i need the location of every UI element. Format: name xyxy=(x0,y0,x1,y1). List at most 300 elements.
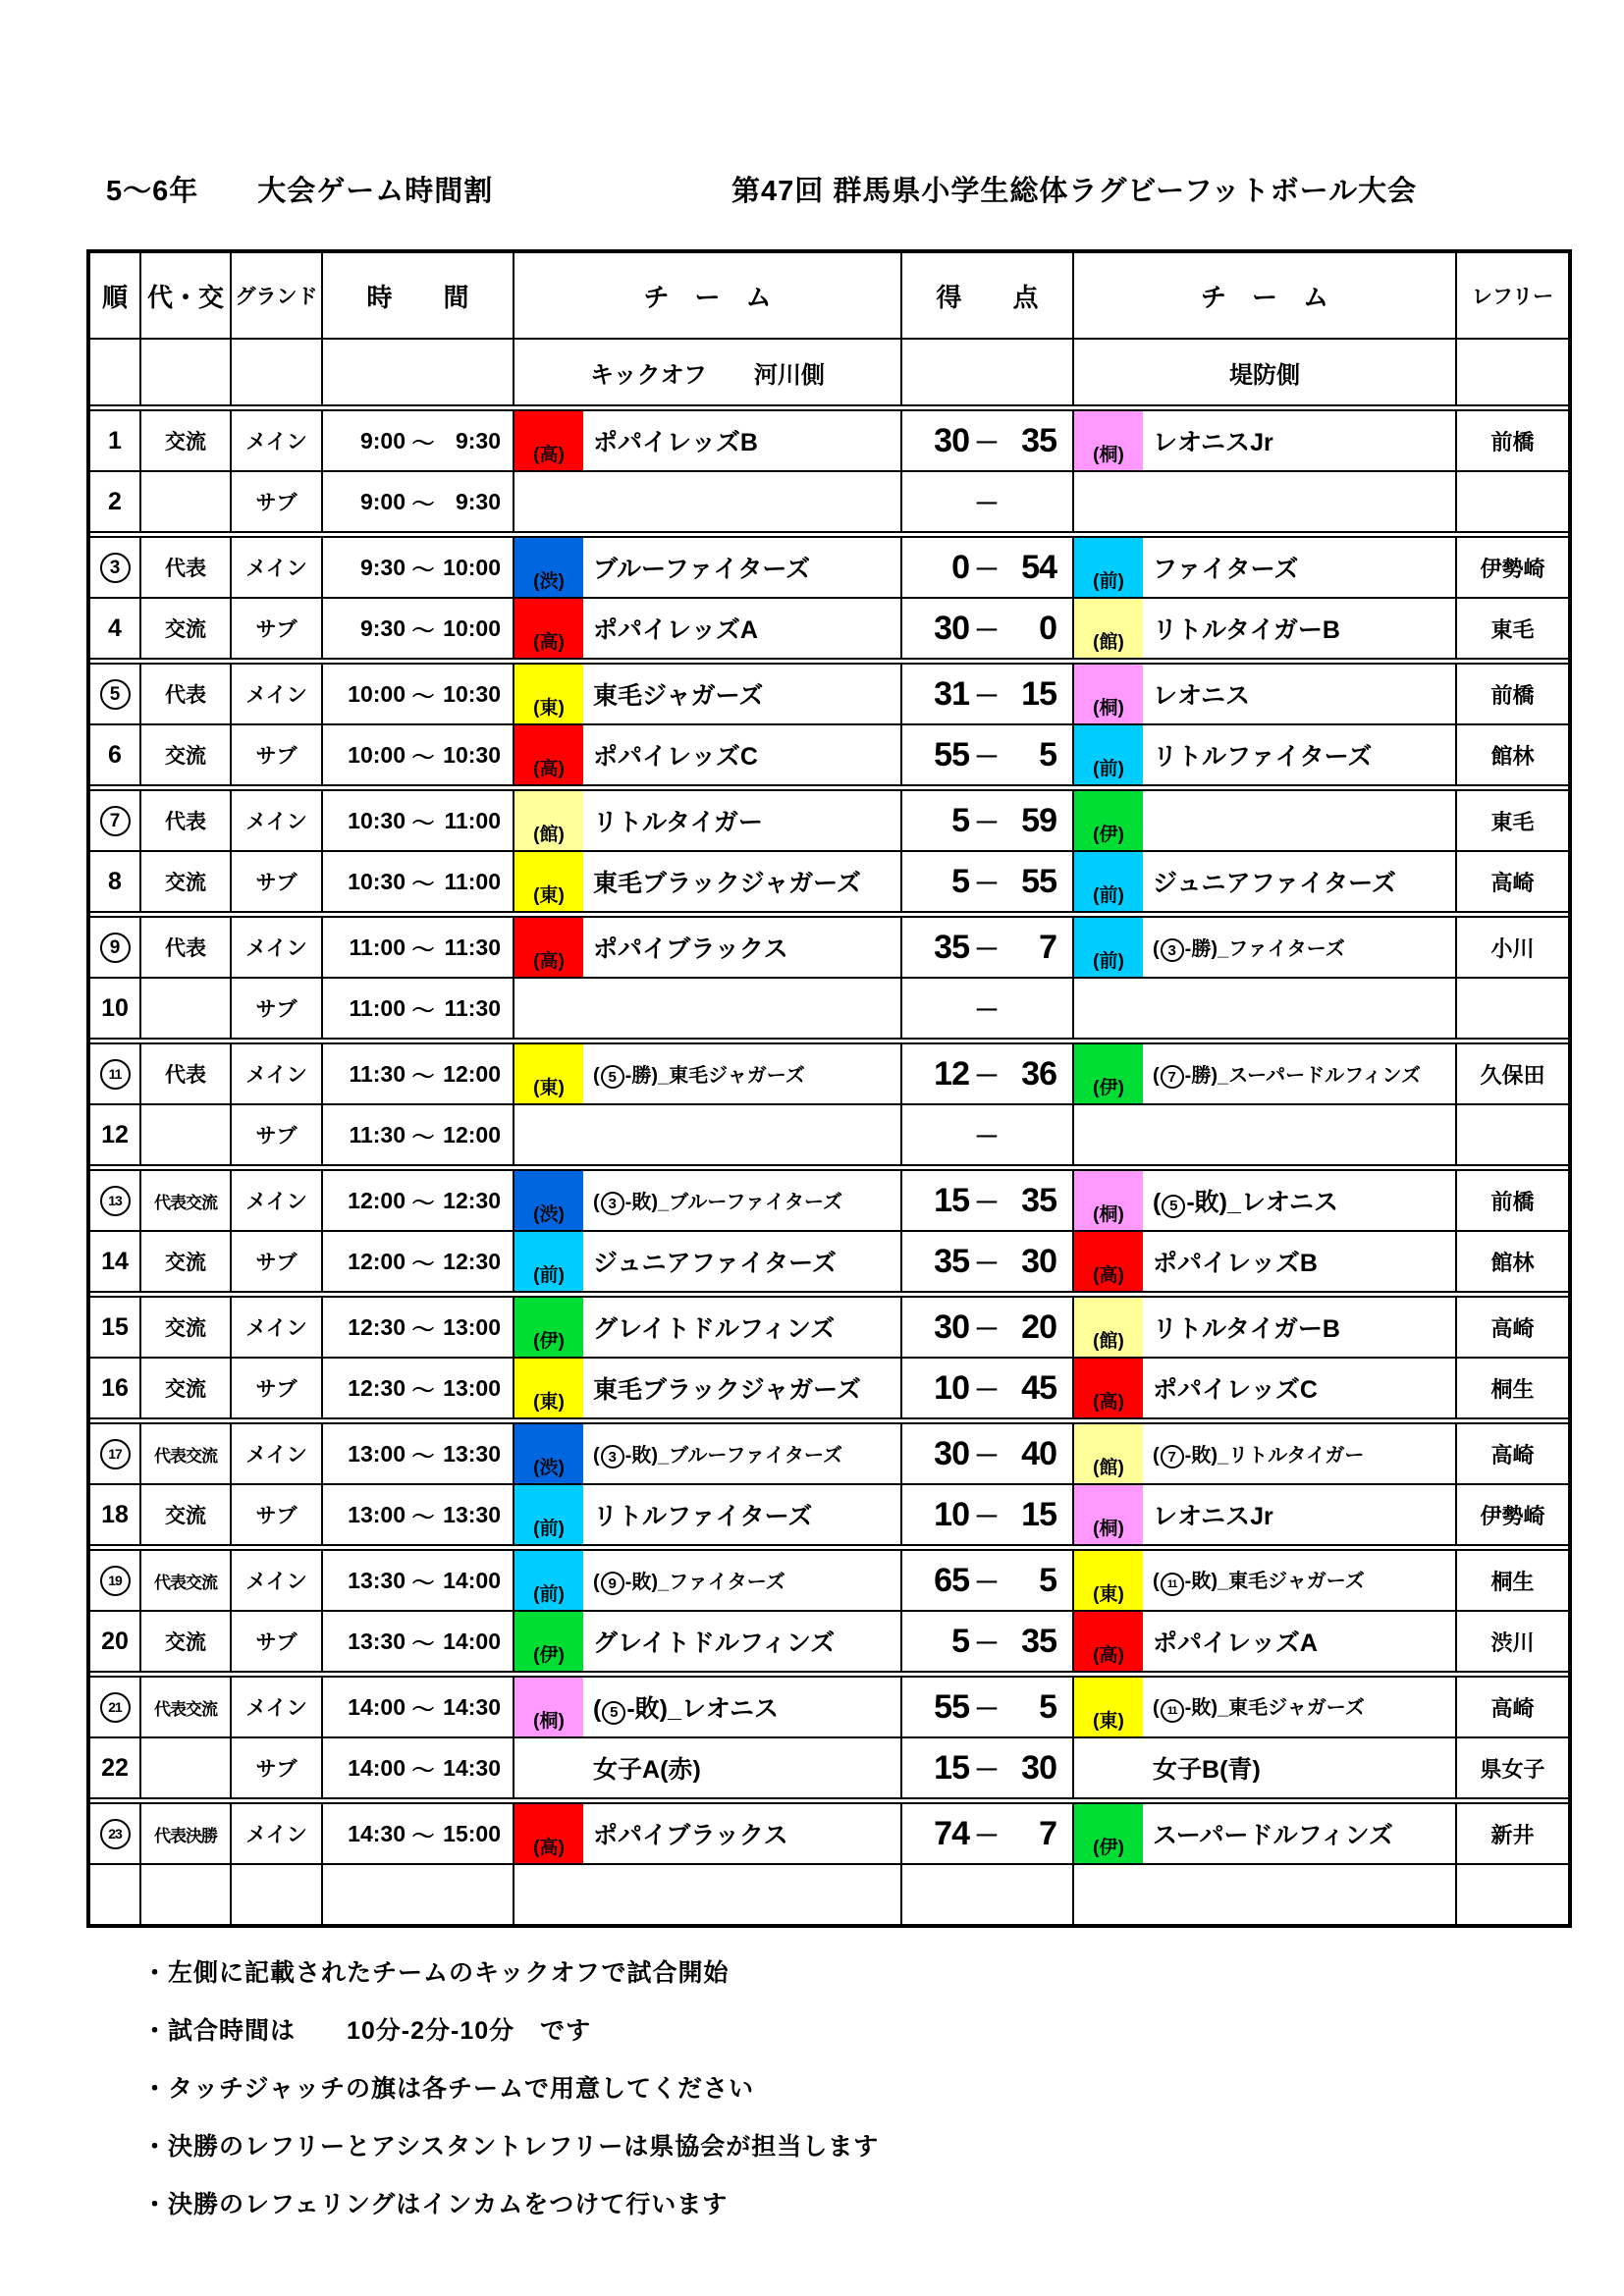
time-text: ～ xyxy=(411,429,435,455)
team-color-tag: (館) xyxy=(514,791,583,850)
match-number-cell xyxy=(90,1804,141,1863)
header-score: 得 点 xyxy=(902,253,1074,338)
team-color-tag: (前) xyxy=(514,1232,583,1291)
referee-cell: 桐生 xyxy=(1490,1569,1535,1594)
team-name: ポパイブラックス xyxy=(593,935,788,963)
match-number-cell: 4 xyxy=(90,599,141,658)
time-text: ～ xyxy=(411,1062,435,1089)
category-cell: 交流 xyxy=(141,1612,232,1671)
score-dash: － xyxy=(973,1754,1000,1785)
time-text: ～ xyxy=(411,1503,435,1529)
schedule-row xyxy=(90,1230,1568,1291)
score-cell xyxy=(902,1678,1074,1736)
time-text: 13:00 xyxy=(443,1313,501,1340)
score-cell xyxy=(902,665,1074,723)
team-name: レオニスJr xyxy=(1153,429,1273,456)
score-left: 5 xyxy=(951,862,969,900)
team-left-cell xyxy=(514,599,902,658)
subheader-empty xyxy=(232,340,323,404)
score-left: 5 xyxy=(951,801,969,839)
team-right-cell xyxy=(1074,665,1457,723)
team-color-tag: (前) xyxy=(1074,852,1143,911)
score-cell xyxy=(902,1485,1074,1544)
time-text: ～ xyxy=(411,1629,435,1656)
score-right: 5 xyxy=(1039,1561,1056,1599)
team-left-cell xyxy=(514,1171,902,1230)
category-cell xyxy=(141,979,232,1038)
team-left-cell xyxy=(514,665,902,723)
score-left: 35 xyxy=(934,1242,969,1280)
circled-number: 11 xyxy=(100,1059,131,1090)
team-name: ( 5 -勝)_東毛ジャガーズ xyxy=(593,1059,805,1090)
score-right: 30 xyxy=(1021,1748,1056,1787)
time-cell xyxy=(323,1738,514,1797)
match-number-cell xyxy=(90,918,141,977)
team-left-cell xyxy=(514,472,902,531)
category-cell xyxy=(141,1865,232,1924)
ground-cell: メイン xyxy=(232,1678,323,1736)
score-left: 30 xyxy=(934,1308,969,1346)
match-number-cell: 10 xyxy=(90,979,141,1038)
team-right-cell xyxy=(1074,852,1457,911)
score-right: 54 xyxy=(1021,548,1056,586)
team-left-cell xyxy=(514,1232,902,1291)
circled-number: 7 xyxy=(1161,1065,1184,1089)
team-color-tag: (桐) xyxy=(1074,411,1143,470)
team-right-cell xyxy=(1074,1738,1457,1797)
team-name: ポパイブラックス xyxy=(593,1822,788,1849)
time-text: 12:30 xyxy=(348,1313,406,1340)
time-text: 11:00 xyxy=(349,934,406,960)
referee-cell: 高崎 xyxy=(1490,1442,1535,1468)
circled-number: 3 xyxy=(601,1445,624,1468)
time-text: 15:00 xyxy=(443,1820,501,1846)
score-dash: － xyxy=(973,1121,1000,1151)
referee-cell xyxy=(1457,1105,1568,1164)
time-text: 11:00 xyxy=(444,868,501,894)
match-number-cell xyxy=(90,538,141,597)
subheader-empty xyxy=(1457,340,1568,404)
header-category: 代・交 xyxy=(141,253,232,338)
subheader-empty xyxy=(323,340,514,404)
score-right: 40 xyxy=(1021,1434,1056,1472)
time-text: ～ xyxy=(411,682,435,709)
team-color-tag: (前) xyxy=(1074,725,1143,784)
team-name: ポパイレッズC xyxy=(1153,1376,1318,1404)
team-name: リトルファイターズ xyxy=(1153,743,1373,771)
circled-number: 5 xyxy=(1162,1195,1185,1218)
score-left: 31 xyxy=(934,674,969,713)
score-dash: － xyxy=(973,807,1000,837)
schedule-row xyxy=(90,1544,1568,1610)
footnotes xyxy=(142,1953,1624,2220)
team-right-cell xyxy=(1074,1105,1457,1164)
team-left-cell xyxy=(514,1804,902,1863)
team-name: ポパイレッズB xyxy=(1153,1250,1318,1277)
ground-cell: サブ xyxy=(232,725,323,784)
schedule-row xyxy=(90,404,1568,470)
score-right: 7 xyxy=(1039,1814,1056,1852)
schedule-row xyxy=(90,1103,1568,1164)
team-right-cell xyxy=(1074,1678,1457,1736)
match-number-cell: 15 xyxy=(90,1298,141,1357)
schedule-row xyxy=(90,1357,1568,1417)
team-right-cell xyxy=(1074,1171,1457,1230)
time-text: ～ xyxy=(411,870,435,896)
team-right-cell xyxy=(1074,1865,1457,1924)
match-number-cell xyxy=(90,1424,141,1483)
circled-number: 3 xyxy=(100,553,131,583)
time-cell xyxy=(323,1298,514,1357)
team-left-cell xyxy=(514,411,902,470)
score-left: 5 xyxy=(951,1622,969,1660)
time-text: 12:00 xyxy=(443,1121,501,1148)
time-text: 12:30 xyxy=(348,1374,406,1401)
team-right-cell xyxy=(1074,411,1457,470)
time-text: 14:00 xyxy=(443,1567,501,1593)
category-cell: 交流 xyxy=(141,1298,232,1357)
score-right: 35 xyxy=(1021,1622,1056,1660)
circled-number: 17 xyxy=(100,1439,131,1469)
score-cell xyxy=(902,852,1074,911)
team-left-cell xyxy=(514,1359,902,1417)
score-left: 30 xyxy=(934,1434,969,1472)
score-cell xyxy=(902,918,1074,977)
team-color-tag: (高) xyxy=(514,918,583,977)
time-text: 9:00 xyxy=(359,488,406,514)
referee-cell: 前橋 xyxy=(1490,429,1535,454)
team-left-cell xyxy=(514,1738,902,1797)
match-number-cell: 12 xyxy=(90,1105,141,1164)
category-cell: 交流 xyxy=(141,1232,232,1291)
score-left: 30 xyxy=(934,609,969,647)
time-cell xyxy=(323,1105,514,1164)
footnote: ・決勝のレフェリングはインカムをつけて行います xyxy=(142,2191,729,2218)
schedule-row xyxy=(90,784,1568,850)
score-cell xyxy=(902,1044,1074,1103)
referee-cell: 新井 xyxy=(1490,1822,1535,1847)
ground-cell: サブ xyxy=(232,852,323,911)
time-text: 13:00 xyxy=(443,1374,501,1401)
team-name: リトルファイターズ xyxy=(593,1503,813,1530)
team-name: ( 11 -敗)_東毛ジャガーズ xyxy=(1153,1565,1365,1597)
footnote: ・タッチジャッチの旗は各チームで用意してください xyxy=(142,2075,755,2103)
time-cell xyxy=(323,538,514,597)
time-text: 13:30 xyxy=(443,1440,501,1467)
team-color-tag: (館) xyxy=(1074,1424,1143,1483)
ground-cell: メイン xyxy=(232,1424,323,1483)
team-left-cell xyxy=(514,1678,902,1736)
team-color-tag: (伊) xyxy=(514,1612,583,1671)
score-left: 65 xyxy=(934,1561,969,1599)
team-left-cell xyxy=(514,1424,902,1483)
team-color-tag: (東) xyxy=(514,852,583,911)
time-text: 10:00 xyxy=(443,614,501,641)
match-number-cell xyxy=(90,1551,141,1610)
team-name: ( 5 -敗)_レオニス xyxy=(1153,1189,1338,1216)
ground-cell: メイン xyxy=(232,1171,323,1230)
time-text: 10:00 xyxy=(348,680,406,707)
schedule-row xyxy=(90,850,1568,911)
score-dash: － xyxy=(973,488,1000,518)
ground-cell: メイン xyxy=(232,1804,323,1863)
score-cell xyxy=(902,1865,1074,1924)
referee-cell: 小川 xyxy=(1490,935,1535,961)
team-name: 女子B(青) xyxy=(1153,1756,1261,1784)
circled-number: 19 xyxy=(100,1566,131,1596)
referee-cell: 高崎 xyxy=(1490,1695,1535,1721)
time-text: 10:30 xyxy=(443,680,501,707)
score-cell xyxy=(902,791,1074,850)
header-ground: グランド xyxy=(232,253,323,338)
time-text: 14:00 xyxy=(348,1693,406,1720)
team-color-tag: (伊) xyxy=(514,1298,583,1357)
score-cell xyxy=(902,1804,1074,1863)
time-text: 13:30 xyxy=(348,1628,406,1654)
team-color-tag: (高) xyxy=(514,725,583,784)
score-left: 55 xyxy=(934,735,969,774)
referee-cell: 久保田 xyxy=(1480,1062,1545,1088)
time-cell xyxy=(323,1359,514,1417)
schedule-row xyxy=(90,658,1568,723)
team-right-cell xyxy=(1074,1804,1457,1863)
circled-number: 9 xyxy=(601,1572,624,1595)
match-number-cell: 6 xyxy=(90,725,141,784)
team-name: レオニスJr xyxy=(1153,1503,1273,1530)
time-text: ～ xyxy=(411,809,435,835)
team-name: ( 9 -敗)_ファイターズ xyxy=(593,1566,785,1596)
score-dash: － xyxy=(973,1248,1000,1278)
time-text: 9:30 xyxy=(455,427,501,454)
team-color-tag: (東) xyxy=(1074,1678,1143,1736)
subheader-bank-side: 堤防側 xyxy=(1074,340,1457,404)
time-text: 12:30 xyxy=(443,1248,501,1274)
time-text: ～ xyxy=(411,1250,435,1276)
schedule-row xyxy=(90,977,1568,1038)
time-cell xyxy=(323,918,514,977)
time-text: 10:30 xyxy=(348,807,406,833)
schedule-row xyxy=(90,911,1568,977)
score-dash: － xyxy=(973,1313,1000,1344)
table-header-row xyxy=(90,253,1568,338)
team-color-tag: (高) xyxy=(514,1804,583,1863)
page-header xyxy=(0,0,1624,210)
team-color-tag: (東) xyxy=(1074,1551,1143,1610)
team-left-cell xyxy=(514,791,902,850)
team-name: グレイトドルフィンズ xyxy=(593,1315,836,1343)
team-right-cell xyxy=(1074,1298,1457,1357)
score-dash: － xyxy=(973,1187,1000,1217)
time-text: 14:00 xyxy=(348,1754,406,1781)
ground-cell: サブ xyxy=(232,1738,323,1797)
time-text: 12:00 xyxy=(348,1248,406,1274)
team-color-tag: (伊) xyxy=(1074,791,1143,850)
team-right-cell xyxy=(1074,725,1457,784)
score-cell xyxy=(902,1738,1074,1797)
time-text: 10:30 xyxy=(348,868,406,894)
page-title: 5～6年 大会ゲーム時間割 xyxy=(106,176,494,207)
team-name: ジュニアファイターズ xyxy=(1153,870,1396,897)
score-right: 59 xyxy=(1021,801,1056,839)
time-text: 14:00 xyxy=(443,1628,501,1654)
score-dash: － xyxy=(973,1374,1000,1405)
team-right-cell xyxy=(1074,791,1457,850)
team-color-tag: (東) xyxy=(514,1359,583,1417)
schedule-row xyxy=(90,723,1568,784)
time-text: 14:30 xyxy=(348,1820,406,1846)
team-right-cell xyxy=(1074,1551,1457,1610)
referee-cell: 館林 xyxy=(1490,1250,1535,1275)
team-right-cell xyxy=(1074,1612,1457,1671)
team-color-tag: (伊) xyxy=(1074,1804,1143,1863)
header-order: 順 xyxy=(90,253,141,338)
ground-cell: メイン xyxy=(232,1298,323,1357)
score-right: 45 xyxy=(1021,1368,1056,1407)
score-left: 30 xyxy=(934,421,969,459)
subheader-empty xyxy=(141,340,232,404)
score-dash: － xyxy=(973,994,1000,1025)
match-number-cell: 8 xyxy=(90,852,141,911)
time-cell xyxy=(323,725,514,784)
team-name: ( 7 -勝)_スーパードルフィンズ xyxy=(1153,1059,1421,1090)
score-left: 0 xyxy=(951,548,969,586)
team-name: ( 3 -敗)_ブルーファイターズ xyxy=(593,1186,842,1216)
ground-cell: サブ xyxy=(232,1612,323,1671)
team-name: レオニス xyxy=(1153,682,1251,710)
score-right: 20 xyxy=(1021,1308,1056,1346)
subheader-empty xyxy=(902,340,1074,404)
category-cell: 代表交流 xyxy=(141,1171,232,1230)
category-cell: 交流 xyxy=(141,852,232,911)
time-cell xyxy=(323,1171,514,1230)
score-right: 36 xyxy=(1021,1054,1056,1093)
match-number-cell: 2 xyxy=(90,472,141,531)
team-right-cell xyxy=(1074,979,1457,1038)
time-text: 10:30 xyxy=(443,741,501,768)
team-name: 女子A(赤) xyxy=(593,1756,701,1784)
team-left-cell xyxy=(514,1865,902,1924)
schedule-row xyxy=(90,1671,1568,1736)
team-left-cell xyxy=(514,1551,902,1610)
category-cell: 交流 xyxy=(141,725,232,784)
time-cell xyxy=(323,1865,514,1924)
subheader-kickoff-river-side: キックオフ 河川側 xyxy=(514,340,902,404)
match-number-cell: 14 xyxy=(90,1232,141,1291)
team-color-tag: (東) xyxy=(514,1044,583,1103)
team-name: 東毛ジャガーズ xyxy=(593,682,764,710)
team-right-cell xyxy=(1074,1232,1457,1291)
time-text: 12:00 xyxy=(443,1060,501,1087)
circled-number: 7 xyxy=(1161,1445,1184,1468)
score-dash: － xyxy=(973,1628,1000,1658)
time-text: ～ xyxy=(411,1569,435,1595)
team-name: リトルタイガー xyxy=(593,809,763,836)
score-right: 35 xyxy=(1021,421,1056,459)
team-color-tag: (高) xyxy=(1074,1232,1143,1291)
team-name: ポパイレッズC xyxy=(593,743,758,771)
time-text: ～ xyxy=(411,1189,435,1215)
time-text: 12:30 xyxy=(443,1187,501,1213)
time-cell xyxy=(323,1678,514,1736)
circled-number: 5 xyxy=(602,1701,625,1725)
score-left: 74 xyxy=(934,1814,969,1852)
time-text: ～ xyxy=(411,935,435,962)
time-text: 11:30 xyxy=(349,1060,406,1087)
time-text: 14:30 xyxy=(443,1693,501,1720)
score-cell xyxy=(902,1551,1074,1610)
score-dash: － xyxy=(973,934,1000,964)
ground-cell: サブ xyxy=(232,1105,323,1164)
circled-number: 13 xyxy=(100,1186,131,1216)
time-cell xyxy=(323,411,514,470)
schedule-row xyxy=(90,1610,1568,1671)
team-left-cell xyxy=(514,1485,902,1544)
category-cell: 交流 xyxy=(141,1485,232,1544)
team-name: ブルーファイターズ xyxy=(593,556,811,583)
score-right: 35 xyxy=(1021,1181,1056,1219)
category-cell: 代表 xyxy=(141,665,232,723)
team-color-tag: (渋) xyxy=(514,538,583,597)
team-name: スーパードルフィンズ xyxy=(1153,1822,1393,1849)
time-cell xyxy=(323,791,514,850)
schedule-row xyxy=(90,1291,1568,1357)
time-text: 13:30 xyxy=(443,1501,501,1527)
header-referee: レフリー xyxy=(1471,286,1554,308)
score-right: 55 xyxy=(1021,862,1056,900)
time-text: ～ xyxy=(411,1442,435,1468)
match-number-cell: 22 xyxy=(90,1738,141,1797)
tournament-title: 第47回 群馬県小学生総体ラグビーフットボール大会 xyxy=(731,176,1418,207)
time-text: 11:30 xyxy=(349,1121,406,1148)
schedule-row xyxy=(90,531,1568,597)
referee-cell: 東毛 xyxy=(1490,616,1535,642)
score-right: 5 xyxy=(1039,735,1056,774)
schedule-row xyxy=(90,1164,1568,1230)
time-cell xyxy=(323,1485,514,1544)
score-cell xyxy=(902,411,1074,470)
score-cell xyxy=(902,472,1074,531)
score-right: 0 xyxy=(1039,609,1056,647)
category-cell: 代表交流 xyxy=(141,1678,232,1736)
circled-number: 5 xyxy=(100,679,131,710)
score-cell xyxy=(902,979,1074,1038)
ground-cell: メイン xyxy=(232,665,323,723)
time-cell xyxy=(323,1551,514,1610)
header-team-right: チ ー ム xyxy=(1074,253,1457,338)
match-number-cell xyxy=(90,791,141,850)
team-name: 東毛ブラックジャガーズ xyxy=(593,870,861,897)
time-text: 11:00 xyxy=(349,994,406,1021)
team-color-tag: (桐) xyxy=(1074,1171,1143,1230)
match-number-cell: 20 xyxy=(90,1612,141,1671)
footnote: ・左側に記載されたチームのキックオフで試合開始 xyxy=(142,1959,730,1987)
team-color-tag: (高) xyxy=(1074,1612,1143,1671)
time-text: 11:30 xyxy=(444,934,501,960)
schedule-rows xyxy=(90,404,1568,1924)
schedule-row xyxy=(90,1736,1568,1797)
score-dash: － xyxy=(973,1820,1000,1850)
team-color-tag: (高) xyxy=(514,411,583,470)
team-name: ( 5 -敗)_レオニス xyxy=(593,1695,779,1723)
score-left: 10 xyxy=(934,1368,969,1407)
time-cell xyxy=(323,1424,514,1483)
score-cell xyxy=(902,1232,1074,1291)
time-text: 9:30 xyxy=(455,488,501,514)
team-color-tag: (館) xyxy=(1074,599,1143,658)
team-left-cell xyxy=(514,1298,902,1357)
score-cell xyxy=(902,1359,1074,1417)
team-right-cell xyxy=(1074,1044,1457,1103)
